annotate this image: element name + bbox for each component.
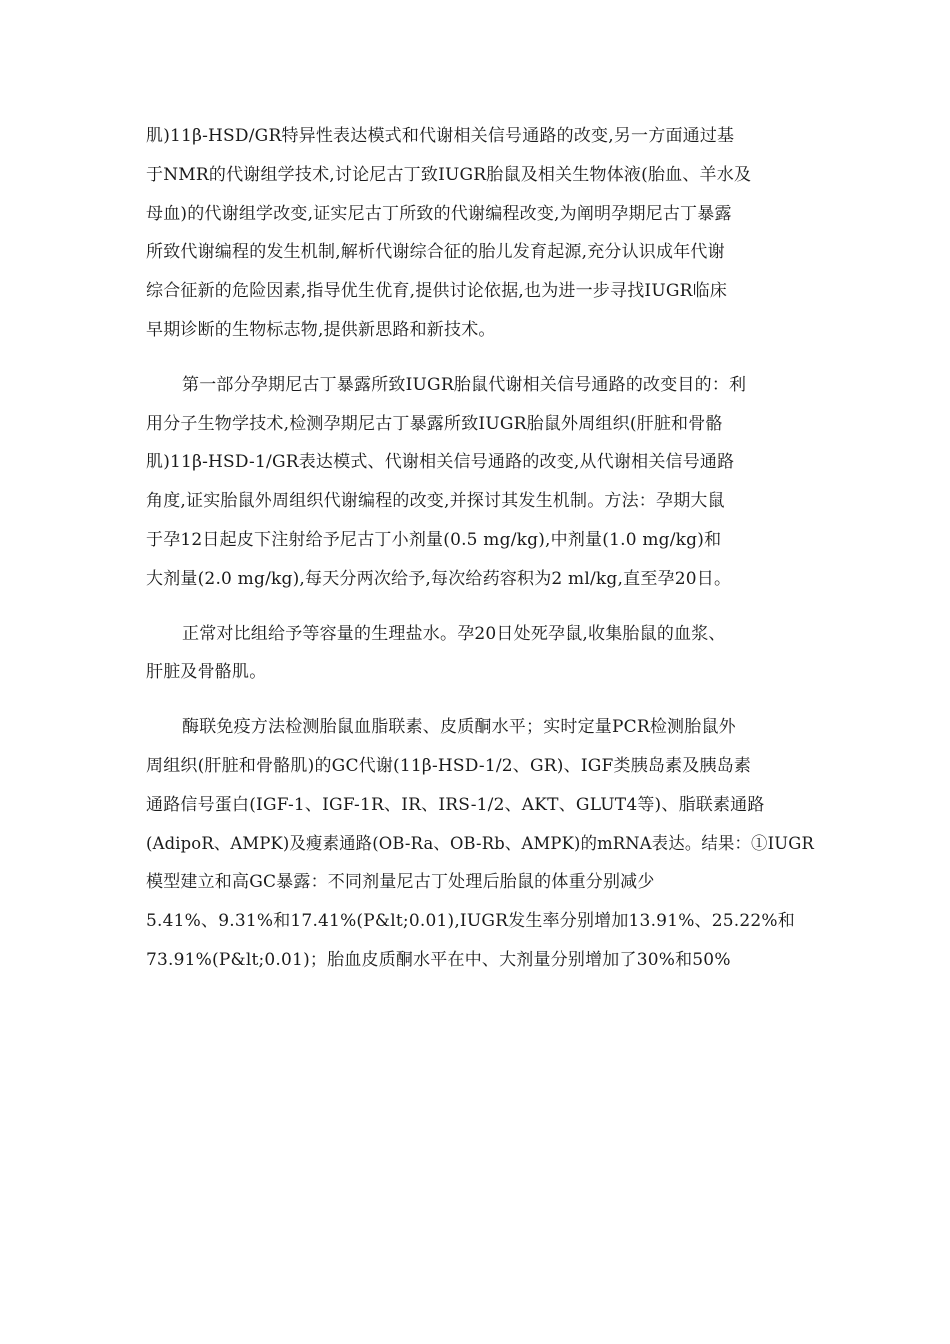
text-line: 酶联免疫方法检测胎鼠血脂联素、皮质酮水平；实时定量PCR检测胎鼠外 <box>182 717 736 738</box>
text-line: 肝脏及骨骼肌。 <box>146 662 267 683</box>
text-line: 5.41%、9.31%和17.41%(P&lt;0.01),IUGR发生率分别增加13.91%、25.22%和 <box>146 911 795 932</box>
text-line: 正常对比组给予等容量的生理盐水。孕20日处死孕鼠,收集胎鼠的血浆、 <box>182 623 726 644</box>
paragraph-1 <box>146 117 814 350</box>
text-line: 于NMR的代谢组学技术,讨论尼古丁致IUGR胎鼠及相关生物体液(胎血、羊水及 <box>146 164 752 185</box>
paragraph-gap <box>146 350 814 366</box>
paragraph-3 <box>146 615 814 693</box>
text-line: 模型建立和高GC暴露：不同剂量尼古丁处理后胎鼠的体重分别减少 <box>146 872 655 893</box>
document-page <box>146 117 814 980</box>
text-line: 角度,证实胎鼠外周组织代谢编程的改变,并探讨其发生机制。方法：孕期大鼠 <box>146 491 725 512</box>
text-line: 通路信号蛋白(IGF-1、IGF-1R、IR、IRS-1/2、AKT、GLUT4等)、脂联素通路 <box>146 794 765 815</box>
text-line: 肌)11β-HSD/GR特异性表达模式和代谢相关信号通路的改变,另一方面通过基 <box>146 126 735 146</box>
paragraph-gap <box>146 692 814 708</box>
text-line: 大剂量(2.0 mg/kg),每天分两次给予,每次给药容积为2 ml/kg,直至孕20日。 <box>146 568 732 589</box>
paragraph-4 <box>146 708 814 980</box>
paragraph-2 <box>146 366 814 599</box>
text-line: 第一部分孕期尼古丁暴露所致IUGR胎鼠代谢相关信号通路的改变目的：利 <box>182 374 747 395</box>
text-line: 综合征新的危险因素,指导优生优育,提供讨论依据,也为进一步寻找IUGR临床 <box>146 281 728 302</box>
text-line: 于孕12日起皮下注射给予尼古丁小剂量(0.5 mg/kg),中剂量(1.0 mg/kg)和 <box>146 529 722 550</box>
paragraph-gap <box>146 599 814 615</box>
text-line: 73.91%(P&lt;0.01)；胎血皮质酮水平在中、大剂量分别增加了30%和50% <box>146 949 731 970</box>
text-line: 所致代谢编程的发生机制,解析代谢综合征的胎儿发育起源,充分认识成年代谢 <box>146 242 725 263</box>
text-line: (AdipoR、AMPK)及瘦素通路(OB-Ra、OB-Rb、AMPK)的mRNA表达。结果：①IUGR <box>146 833 814 854</box>
text-line: 周组织(肝脏和骨骼肌)的GC代谢(11β-HSD-1/2、GR)、IGF类胰岛素及胰岛素 <box>146 755 752 776</box>
text-line: 母血)的代谢组学改变,证实尼古丁所致的代谢编程改变,为阐明孕期尼古丁暴露 <box>146 203 732 224</box>
text-line: 用分子生物学技术,检测孕期尼古丁暴露所致IUGR胎鼠外周组织(肝脏和骨骼 <box>146 413 723 434</box>
text-line: 早期诊断的生物标志物,提供新思路和新技术。 <box>146 319 496 340</box>
text-line: 肌)11β-HSD-1/GR表达模式、代谢相关信号通路的改变,从代谢相关信号通路 <box>146 452 735 473</box>
